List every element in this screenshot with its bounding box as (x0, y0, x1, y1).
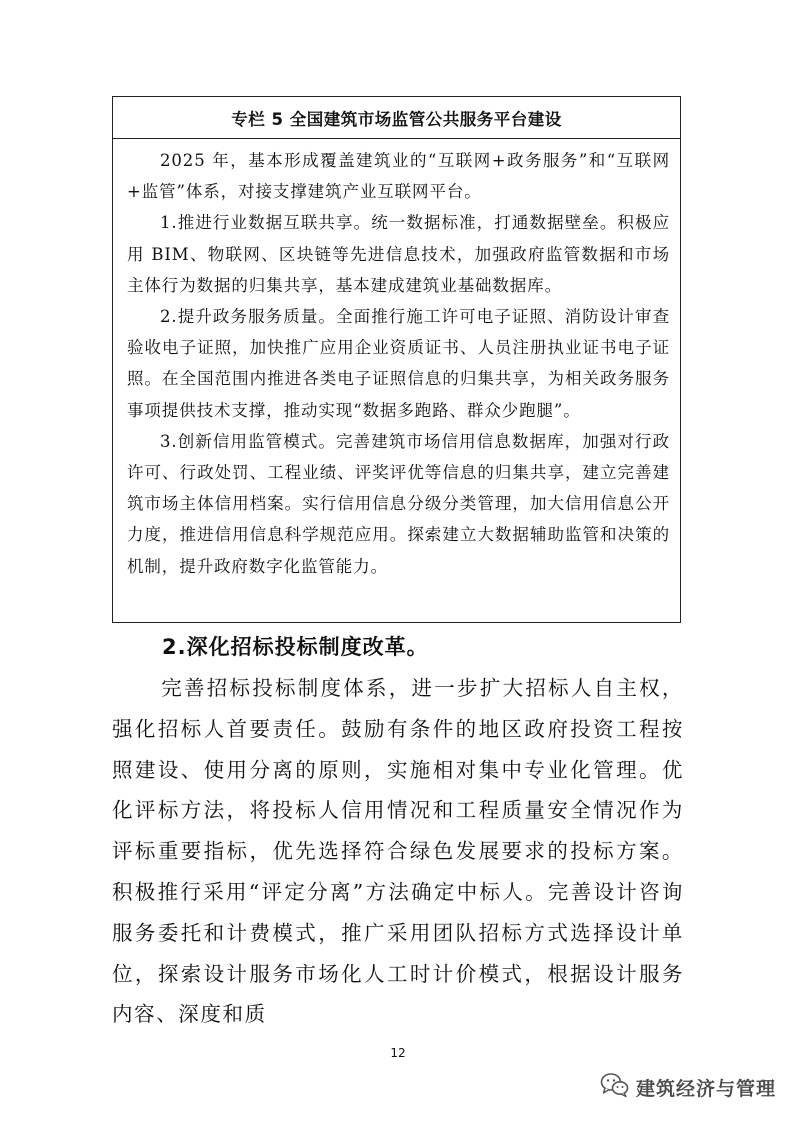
section-body: 完善招标投标制度体系，进一步扩大招标人自主权，强化招标人首要责任。鼓励有条件的地区政府投资工程按照建设、使用分离的原则，实施相对集中专业化管理。优化评标方法，将投标人信用情况和工程质量安全情况作为评标重要指标，优先选择符合绿色发展要求的投标方案。积极推行采用“评定分离”方法确定中标人。完善设计咨询服务委托和计费模式，推广采用团队招标方式选择设计单位，探索设计服务市场化人工时计价模式，根据设计服务内容、深度和质 (112, 676, 684, 1027)
box-body (113, 139, 680, 582)
page-number: 12 (390, 1046, 406, 1060)
box-paragraph: 3.创新信用监管模式。完善建筑市场信用信息数据库，加强对行政许可、行政处罚、工程业绩、评奖评优等信息的归集共享，建立完善建筑市场主体信用档案。实行信用信息分级分类管理，加大信用信息公开力度，推进信用信息科学规范应用。探索建立大数据辅助监管和决策的机制，提升政府数字化监管能力。 (127, 431, 670, 576)
wechat-icon (600, 1072, 630, 1102)
box-paragraph: 2025 年，基本形成覆盖建筑业的“互联网+政务服务”和“互联网+监管”体系，对接支撑建筑产业互联网平台。 (127, 151, 670, 202)
sidebar-box (112, 96, 681, 623)
watermark (600, 1072, 776, 1102)
watermark-text: 建筑经济与管理 (635, 1077, 776, 1100)
box-paragraph: 2.提升政务服务质量。全面推行施工许可电子证照、消防设计审查验收电子证照，加快推广应用企业资质证书、人员注册执业证书电子证照。在全国范围内推进各类电子证照信息的归集共享，为相关政务服务事项提供技术支撑，推动实现“数据多跑路、群众少跑腿”。 (127, 307, 670, 420)
section-heading: 2.深化招标投标制度改革。 (162, 635, 429, 659)
box-title: 专栏 5 全国建筑市场监管公共服务平台建设 (113, 97, 680, 139)
box-paragraph: 1.推进行业数据互联共享。统一数据标准，打通数据壁垒。积极应用 BIM、物联网、区块链等先进信息技术，加强政府监管数据和市场主体行为数据的归集共享，基本建成建筑业基础数据库。 (127, 213, 670, 295)
